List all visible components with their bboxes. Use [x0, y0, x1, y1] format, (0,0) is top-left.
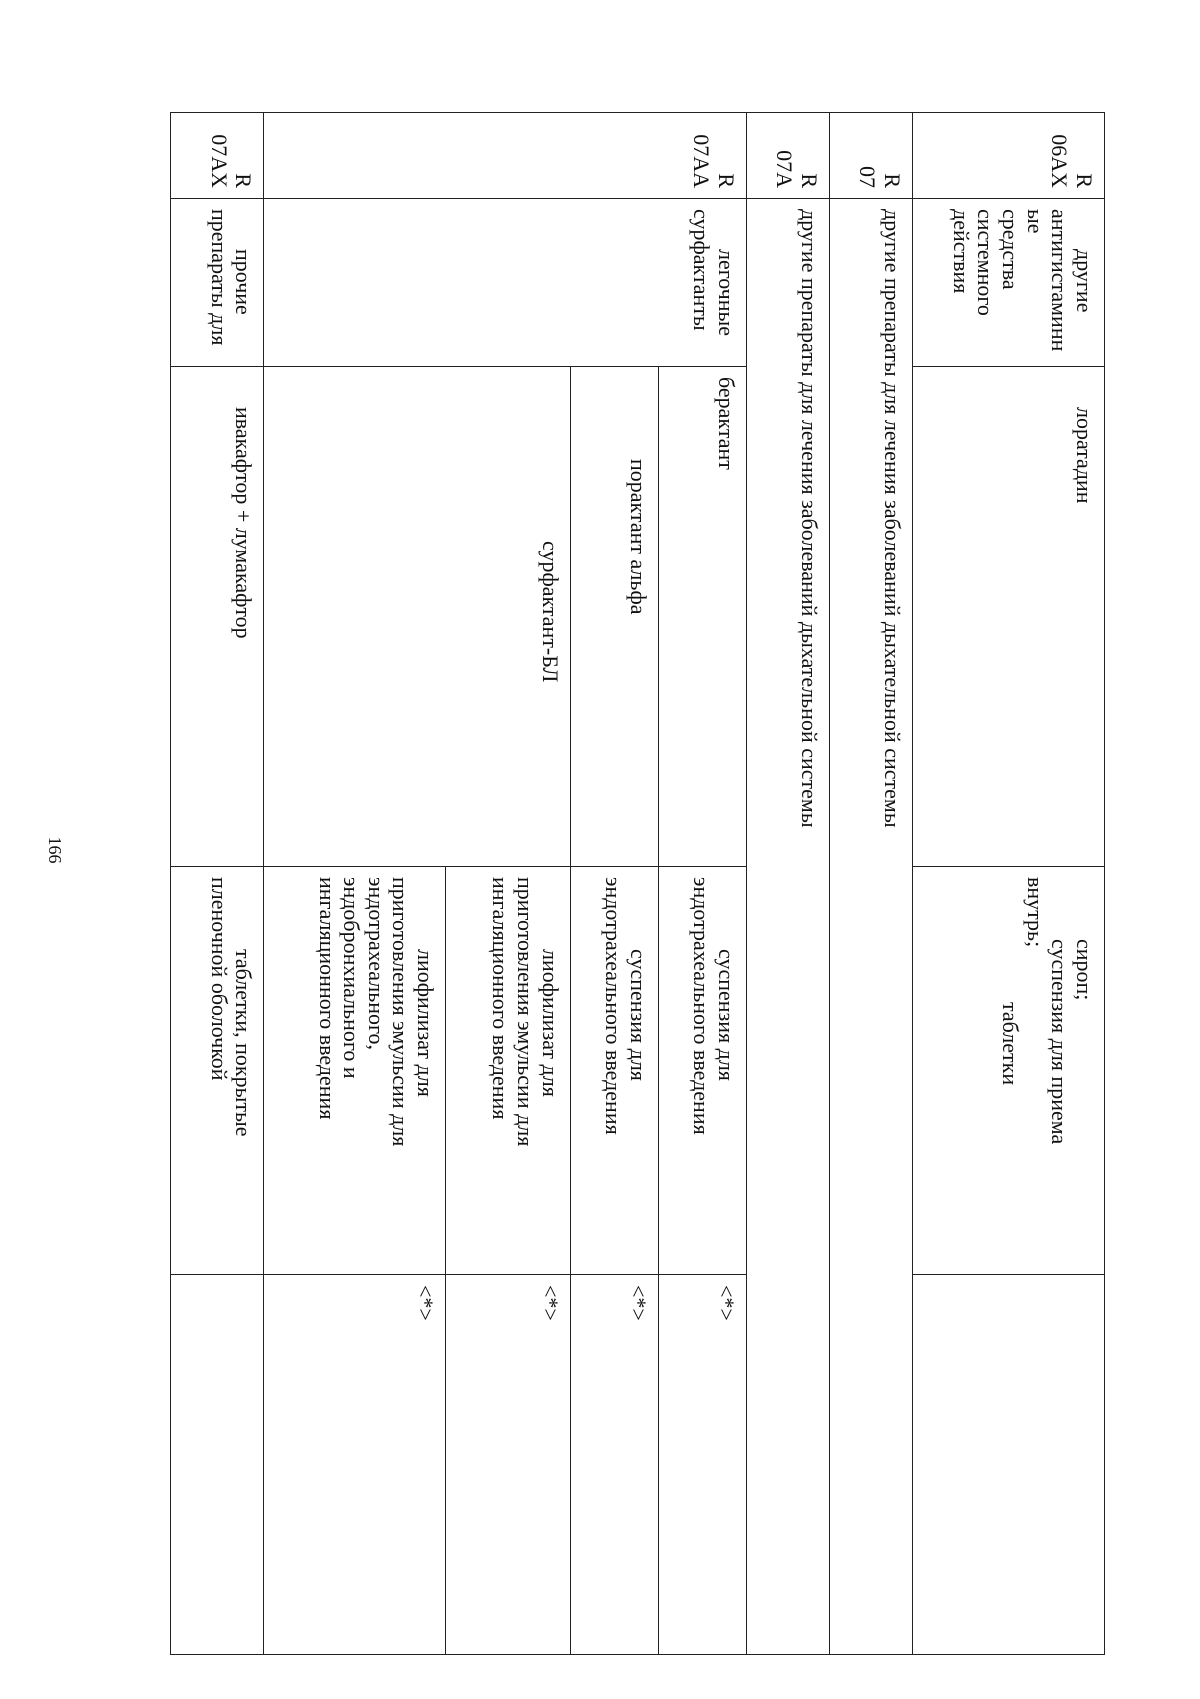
inn-cell [446, 367, 571, 867]
inn-cell [264, 367, 446, 867]
table-row-r07 [830, 113, 913, 1655]
note-cell [658, 1275, 746, 1655]
group-text-line: действия [948, 209, 974, 294]
atc-code-number: 07A [772, 150, 798, 188]
atc-group-cell [264, 199, 747, 367]
dosage-form-cell [171, 867, 264, 1275]
atc-code-letter: R [231, 173, 257, 188]
dosage-form-line: лиофилизат для [413, 949, 439, 1097]
atc-code-letter: R [713, 173, 739, 188]
section-title-cell [746, 199, 829, 1655]
dosage-form-line: приготовления эмульсии для [388, 877, 414, 1147]
atc-code-cell [746, 113, 829, 199]
atc-code-number: 07AX [206, 134, 232, 188]
inn-name: ивакафтор + лумакафтор [231, 407, 257, 639]
note-cell [446, 1275, 571, 1655]
group-text-line: другие [1072, 249, 1097, 313]
page-number: 166 [45, 836, 65, 864]
atc-group-cell [171, 199, 264, 367]
dosage-form-line: эндобронхиального и [339, 877, 365, 1079]
atc-code-letter: R [797, 173, 822, 188]
note-text: <*> [713, 1285, 739, 1321]
group-text-line: средства [998, 209, 1024, 290]
inn-cell [570, 367, 658, 867]
inn-cell [171, 367, 264, 867]
note-cell [264, 1275, 446, 1655]
dosage-form-line: приготовления эмульсии для [512, 877, 538, 1147]
note-cell [913, 1275, 1105, 1655]
inn-name: лоратадин [1072, 407, 1097, 504]
group-text-line: сурфактанты [689, 209, 715, 331]
dosage-form-line: суспензия для приема [1047, 939, 1073, 1145]
dosage-form-cell [446, 867, 571, 1275]
group-text-line: препараты для [206, 209, 232, 346]
section-title: другие препараты для лечения заболеваний дыхательной системы [797, 209, 822, 828]
inn-cell [658, 367, 746, 867]
dosage-form-line: эндотрахеального введения [601, 877, 627, 1135]
dosage-form-line: внутрь; [1022, 877, 1048, 948]
table-row-r06ax [913, 113, 1105, 1655]
atc-code-number: 07 [855, 166, 881, 188]
dosage-form-line: эндотрахеального, [363, 877, 389, 1050]
group-text-line: системного [973, 209, 999, 316]
dosage-form-line: лиофилизат для [537, 949, 563, 1097]
dosage-form-line: суспензия для [625, 949, 651, 1081]
drug-table [170, 112, 1105, 1655]
group-text-line: прочие [231, 249, 257, 315]
drug-table-container [170, 112, 1105, 1654]
atc-code-cell [171, 113, 264, 199]
dosage-form-cell [658, 867, 746, 1275]
dosage-form-line: таблетки [998, 1002, 1024, 1086]
atc-code-number: 07AA [689, 134, 715, 188]
atc-group-cell [913, 199, 1105, 367]
atc-code-letter: R [880, 173, 906, 188]
group-text-line: антигистаминные [1022, 209, 1073, 352]
table-row-r07a [746, 113, 829, 1655]
dosage-form-line: пленочной оболочкой [206, 877, 232, 1081]
table-row-r07ax [171, 113, 264, 1655]
note-text: <*> [537, 1285, 563, 1321]
note-text: <*> [413, 1285, 439, 1321]
atc-code-cell [913, 113, 1105, 199]
inn-name: порактант альфа [625, 459, 651, 615]
atc-code-cell [264, 113, 747, 199]
atc-code-cell [830, 113, 913, 199]
dosage-form-cell [264, 867, 446, 1275]
note-cell [171, 1275, 264, 1655]
table-row-r07aa [658, 113, 746, 1655]
dosage-form-line: суспензия для [713, 949, 739, 1081]
dosage-form-line: ингаляционного введения [314, 877, 340, 1120]
dosage-form-cell [570, 867, 658, 1275]
atc-code-number: 06AX [1047, 134, 1073, 188]
dosage-form-line: эндотрахеального введения [689, 877, 715, 1135]
inn-name: берактант [713, 377, 739, 470]
group-text-line: легочные [713, 249, 739, 337]
section-title: другие препараты для лечения заболеваний дыхательной системы [880, 209, 906, 828]
dosage-form-line: сироп; [1072, 939, 1097, 1001]
inn-name: сурфактант-БЛ [537, 541, 563, 683]
atc-code-letter: R [1072, 173, 1097, 188]
note-cell [570, 1275, 658, 1655]
dosage-form-cell [913, 867, 1105, 1275]
section-title-cell [830, 199, 913, 1655]
dosage-form-line: ингаляционного введения [488, 877, 514, 1120]
dosage-form-line: таблетки, покрытые [231, 949, 257, 1137]
inn-cell [913, 367, 1105, 867]
note-text: <*> [625, 1285, 651, 1321]
